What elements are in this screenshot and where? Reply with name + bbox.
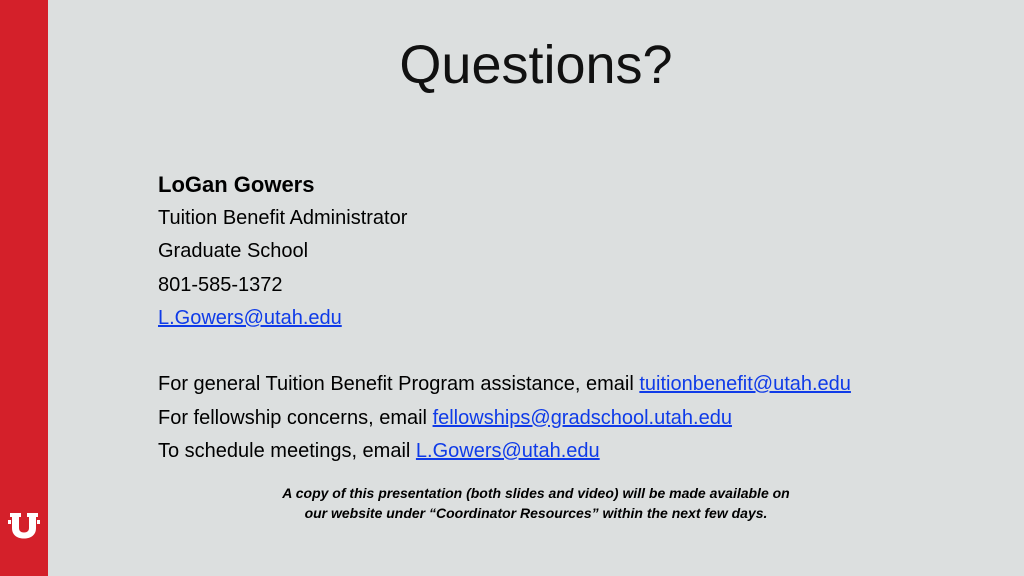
assistance-line-general xyxy=(158,368,851,402)
assistance-fellowship-text: For fellowship concerns, email xyxy=(158,406,433,429)
assistance-line-fellowship xyxy=(158,402,851,436)
availability-note-line-2: our website under “Coordinator Resources” within the next few days. xyxy=(304,505,768,521)
tuitionbenefit-email-link[interactable]: tuitionbenefit@utah.edu xyxy=(639,373,851,395)
contact-block xyxy=(158,168,407,336)
assistance-line-meetings xyxy=(158,435,851,469)
assistance-block xyxy=(158,368,851,469)
contact-email-link[interactable]: L.Gowers@utah.edu xyxy=(158,307,342,329)
fellowships-email-link[interactable]: fellowships@gradschool.utah.edu xyxy=(432,406,732,429)
contact-role: Tuition Benefit Administrator xyxy=(158,206,408,229)
assistance-meetings-text: To schedule meetings, email xyxy=(158,440,416,462)
assistance-general-text: For general Tuition Benefit Program assistance, email xyxy=(158,373,640,395)
availability-note-line-1: A copy of this presentation (both slides and video) will be made available on xyxy=(282,485,790,501)
university-u-logo-icon xyxy=(8,509,40,541)
meetings-email-link[interactable]: L.Gowers@utah.edu xyxy=(415,440,600,462)
contact-name: LoGan Gowers xyxy=(158,172,315,197)
contact-department: Graduate School xyxy=(158,240,309,262)
red-side-bar xyxy=(0,0,48,576)
slide-title: Questions? xyxy=(399,35,673,95)
availability-note xyxy=(48,483,1024,523)
contact-phone: 801-585-1372 xyxy=(158,273,283,296)
